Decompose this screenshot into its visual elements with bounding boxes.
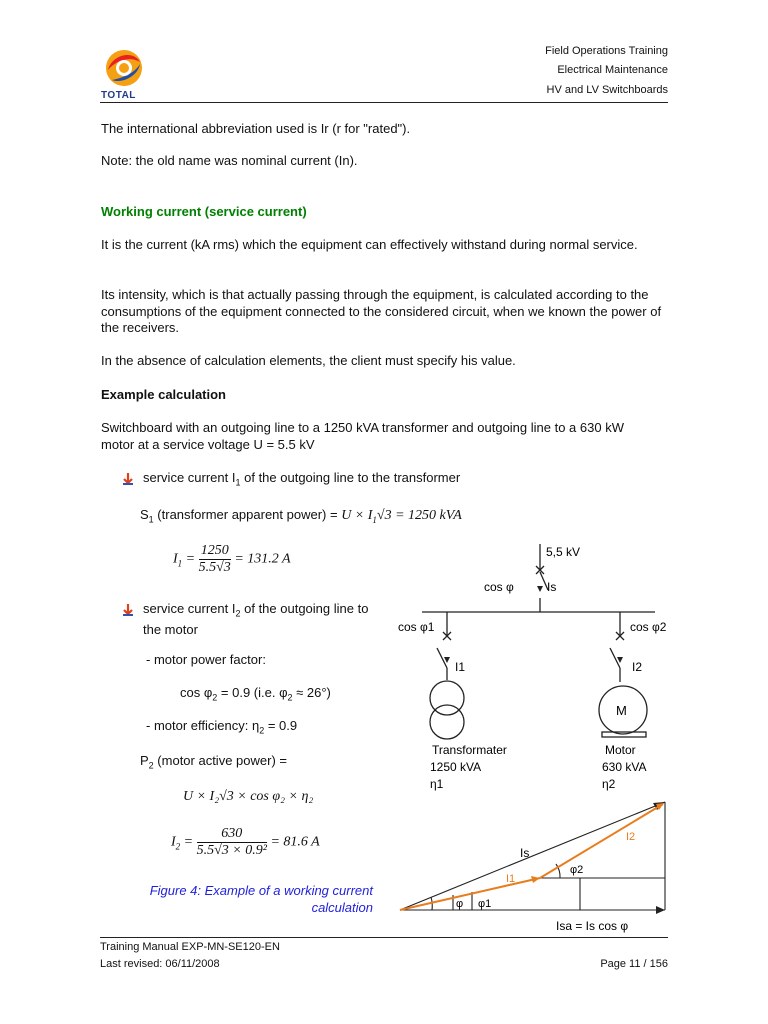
bullet-arrow-icon (121, 472, 135, 491)
header-rule (100, 102, 668, 103)
motor-efficiency: - motor efficiency: $\eta_2 = 0.9$ (146, 718, 298, 736)
phasor-i1: I1 (506, 873, 516, 885)
transformer-efficiency: η1 (430, 777, 444, 791)
header-line-3: HV and LV Switchboards (546, 84, 668, 96)
incomer-cos-phi: cos φ (484, 580, 514, 594)
example-heading: Example calculation (101, 387, 226, 402)
paragraph-rated: The international abbreviation used is Ir (r for "rated"). (101, 121, 411, 136)
motor-active-power-label: $P_2$ (motor active power) = (140, 753, 287, 771)
phasor-is: Is (520, 846, 530, 860)
apparent-power-line: $S_1$ (transformer apparent power) = $U \times I_1√3 = 1250$ kVA (140, 507, 462, 525)
logo-wordmark: TOTAL (101, 90, 136, 101)
phasor-i2: I2 (626, 831, 636, 843)
header-line-1: Field Operations Training (545, 45, 668, 57)
paragraph-intensity: Its intensity, which is that actually passing through the equipment, is calculated according to the consumptions of the equipment connected to the considered circuit, when we known the power of the receivers. (101, 287, 662, 335)
paragraph-note: Note: the old name was nominal current (In). (101, 153, 358, 168)
incomer-current: Is (547, 580, 557, 594)
feeder2-current: I2 (632, 660, 643, 674)
footer-revised: Last revised: 06/11/2008 (100, 958, 220, 970)
angle-phi: φ (456, 898, 464, 910)
cos-phi2-value: $\cos \varphi_2 = 0.9$ (i.e. $\varphi_2 \approx 26^\circ$) (180, 685, 331, 703)
angle-phi1: φ1 (478, 898, 492, 910)
motor-name: Motor (605, 743, 636, 757)
equation-i2: $I_2$ = $\frac{630}{\text{5.5√3 × 0.9²}}$ = 81.6 A (171, 826, 320, 858)
motor-efficiency-label: η2 (602, 777, 616, 791)
paragraph-definition: It is the current (kA rms) which the equipment can effectively withstand during normal service. (101, 237, 638, 252)
angle-phi2: φ2 (570, 864, 584, 876)
header-line-2: Electrical Maintenance (557, 64, 668, 76)
motor-power-factor-label: - motor power factor: (146, 652, 266, 667)
transformer-name: Transformater (432, 743, 507, 757)
paragraph-switchboard: Switchboard with an outgoing line to a 1250 kVA transformer and outgoing line to a 630 kW motor at a service voltage U = 5.5 kV (101, 420, 624, 452)
figure-caption: Figure 4: Example of a working current calculation (149, 883, 373, 915)
motor-rating: 630 kVA (602, 760, 647, 774)
motor-symbol: M (616, 703, 627, 718)
transformer-rating: 1250 kVA (430, 760, 482, 774)
bullet-arrow-icon (121, 603, 135, 622)
equation-p2: U × I₂√3 × cos φ₂ × η₂ (183, 789, 314, 804)
footer-manual: Training Manual EXP-MN-SE120-EN (100, 941, 280, 953)
feeder1-current: I1 (455, 660, 466, 674)
bullet-motor-current: service current $I_2$ of the outgoing line to the motor (143, 601, 369, 638)
bullet-transformer-current: service current $I_1$ of the outgoing line to the transformer (143, 470, 461, 488)
section-heading: Working current (service current) (101, 204, 307, 219)
equation-i1: $I_1$ = $\frac{1250}{5.5√3}$ = 131.2 A (173, 543, 291, 575)
feeder1-cos-phi: cos φ1 (398, 620, 435, 634)
working-current-diagram (390, 540, 680, 935)
isa-equation: Isa = Is cos φ (556, 919, 629, 933)
footer-page-number: Page 11 / 156 (600, 958, 668, 970)
feeder2-cos-phi: cos φ2 (630, 620, 667, 634)
incomer-voltage: 5,5 kV (546, 545, 581, 559)
paragraph-absence: In the absence of calculation elements, the client must specify his value. (101, 353, 516, 368)
footer-rule (100, 937, 668, 938)
